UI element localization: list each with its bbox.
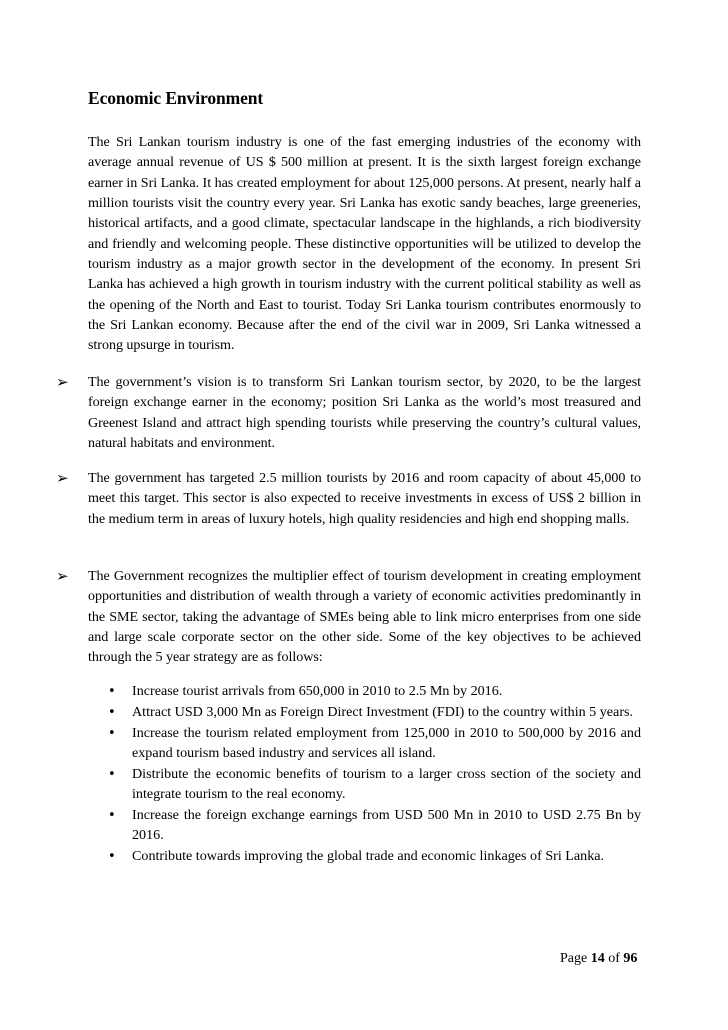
- bullet-dot-icon: •: [108, 705, 116, 721]
- bullet-dot-icon: •: [108, 726, 116, 742]
- bullet-dot-icon: •: [108, 848, 116, 864]
- bullet-dot-icon: •: [108, 684, 116, 699]
- objective-item: [108, 847, 641, 867]
- objective-item: [108, 806, 641, 845]
- intro-paragraph: The Sri Lankan tourism industry is one of the fast emerging industries of the economy with average annual revenue of US $ 500 million at present. It is the sixth largest foreign exchange earner in Sri Lanka. It has created employment for about 125,000 persons. At present, nearly half a million tourists visit the country every year. Sri Lanka has exotic sandy beaches, large greeneries, historical artifacts, and a good climate, spectacular landscape in the highlands, a rich biodiversity and friendly and welcoming people. These distinctive opportunities will be utilized to develop the tourism industry as a major growth sector in the development of the economy. In present Sri Lanka has achieved a high growth in tourism industry with the current political stability as well as the opening of the North and East to tourist. Today Sri Lanka tourism contributes enormously to the Sri Lankan economy. Because after the end of the civil war in 2009, Sri Lanka witnessed a strong upsurge in tourism.: [88, 134, 641, 354]
- bullet-dot-icon: •: [108, 807, 116, 823]
- arrow-list-item-text: The government’s vision is to transform Sri Lankan tourism sector, by 2020, to be the largest foreign exchange earner in the economy; position Sri Lanka as the world’s most treasured and Greenest Island and attract high spending tourists while preserving the country’s cultural values, natural habitats and environment.: [88, 374, 641, 452]
- arrow-bullet-icon: ➢: [56, 469, 69, 487]
- objective-text: Attract USD 3,000 Mn as Foreign Direct Investment (FDI) to the country within 5 years.: [132, 704, 634, 721]
- objective-text: Increase the tourism related employment from 125,000 in 2010 to 500,000 by 2016 and expand tourism based industry and services all island.: [132, 725, 641, 761]
- arrow-bullet-icon: ➢: [56, 567, 69, 585]
- objective-item: [108, 682, 641, 702]
- section-heading: Economic Environment: [88, 88, 264, 108]
- page-number-footer: [560, 951, 637, 967]
- total-pages-number: 96: [623, 951, 638, 966]
- page-label: Page: [560, 951, 588, 966]
- objectives-list: [108, 682, 641, 868]
- objective-text: Increase the foreign exchange earnings from USD 500 Mn in 2010 to USD 2.75 Bn by 2016.: [132, 806, 641, 843]
- arrow-list-item-text: The government has targeted 2.5 million tourists by 2016 and room capacity of about 45,000 to meet this target. This sector is also expected to receive investments in excess of US$ 2 billion in the medium term in areas of luxury hotels, high quality residencies and high end shopping malls.: [88, 470, 641, 527]
- arrow-bullet-icon: ➢: [56, 373, 69, 391]
- objective-item: [108, 703, 641, 723]
- objective-item: [108, 765, 641, 804]
- of-label: of: [608, 951, 620, 966]
- objective-item: [108, 724, 641, 763]
- objective-text: Contribute towards improving the global trade and economic linkages of Sri Lanka.: [132, 847, 605, 864]
- arrow-list-item-text: The Government recognizes the multiplier effect of tourism development in creating employment opportunities and distribution of wealth through a variety of economic activities predominantly in the SME sector, taking the advantage of SMEs being able to link micro enterprises from one side and large scale corporate sector on the other side. Some of the key objectives to be achieved through the 5 year strategy are as follows:: [88, 568, 641, 666]
- objective-text: Increase tourist arrivals from 650,000 in 2010 to 2.5 Mn by 2016.: [132, 683, 503, 699]
- current-page-number: 14: [590, 951, 605, 966]
- bullet-dot-icon: •: [108, 767, 116, 783]
- objective-text: Distribute the economic benefits of tourism to a larger cross section of the society and integrate tourism to the real economy.: [132, 766, 641, 802]
